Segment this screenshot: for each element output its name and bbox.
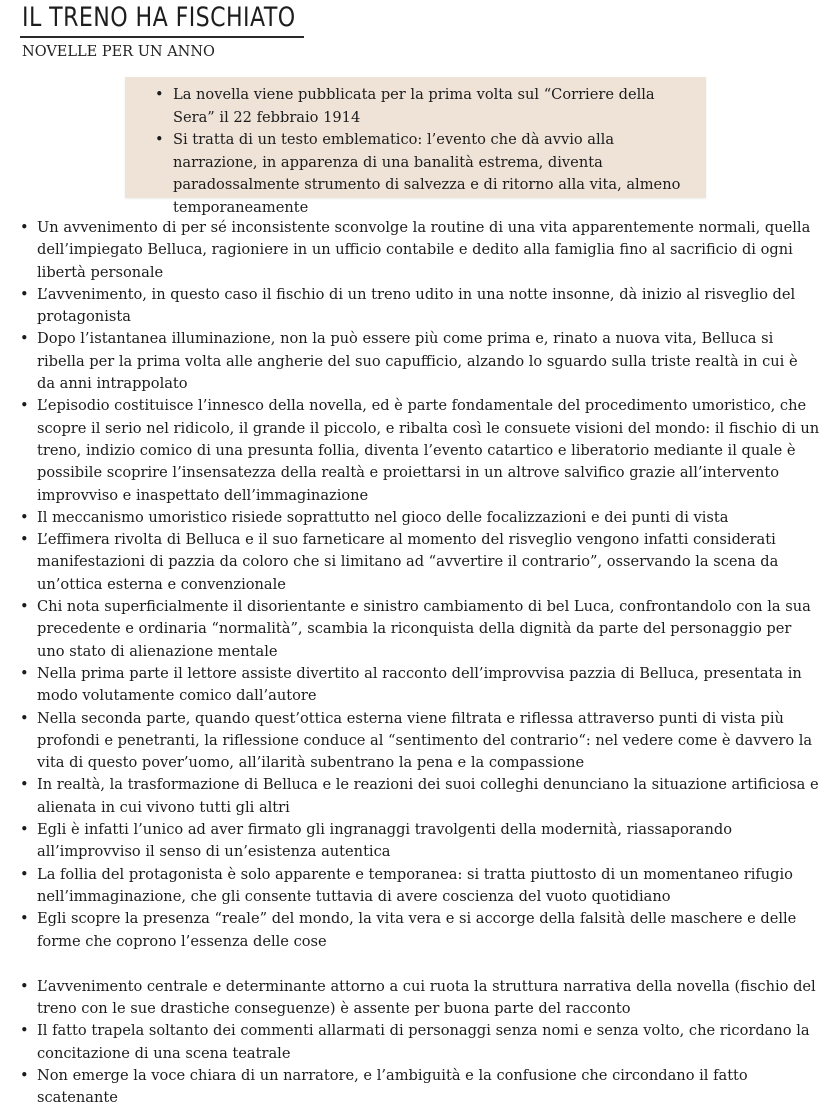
analysis-list-first [20,217,820,953]
list-item: • Egli scopre la presenza “reale” del mondo, la vita vera e si accorge della falsità delle maschere e delle forme che coprono l’essenza delle cose [20,908,820,953]
list-item: • Nella prima parte il lettore assiste divertito al racconto dell’improvvisa pazzia di Belluca, presentata in modo volutamente comico dall’autore [20,663,820,708]
list-item: • La follia del protagonista è solo apparente e temporanea: si tratta piuttosto di un momentaneo rifugio nell’immaginazione, che gli consente tuttavia di avere coscienza del vuoto quotidiano [20,864,820,909]
intro-note-box [125,77,706,216]
page-title: IL TRENO HA FISCHIATO [22,2,296,33]
intro-note-item: • La novella viene pubblicata per la prima volta sul “Corriere della Sera” il 22 febbraio 1914 [155,84,696,129]
page-subtitle: NOVELLE PER UN ANNO [22,44,215,60]
list-item: • Egli è infatti l’unico ad aver firmato gli ingranaggi travolgenti della modernità, riassaporando all’improvviso il senso di un’esistenza autentica [20,819,820,864]
list-item: • L’episodio costituisce l’innesco della novella, ed è parte fondamentale del procedimento umoristico, che scopre il serio nel ridicolo, il grande il piccolo, e ribalta così le consuete visioni del mondo: il fischio di un treno, indizio comico di una presunta follia, diventa l’evento catartico e liberatorio mediante il quale è possibile scoprire l’insensatezza della realtà e proiettarsi in un altrove salvifico grazie all’intervento improvviso e inaspettato dell’immaginazione [20,395,820,506]
intro-note-item: • Si tratta di un testo emblematico: l’evento che dà avvio alla narrazione, in apparenza di una banalità estrema, diventa paradossalmente strumento di salvezza e di ritorno alla vita, almeno temporaneamente [155,129,696,219]
list-item: • Un avvenimento di per sé inconsistente sconvolge la routine di una vita apparentemente normali, quella dell’impiegato Belluca, ragioniere in un ufficio contabile e dedito alla famiglia fino al sacrificio di ogni libertà personale [20,217,820,284]
list-item: • Il fatto trapela soltanto dei commenti allarmati di personaggi senza nomi e senza volto, che ricordano la concitazione di una scena teatrale [20,1020,820,1065]
list-item: • Non emerge la voce chiara di un narratore, e l’ambiguità e la confusione che circondano il fatto scatenante [20,1065,820,1110]
list-item: • L’effimera rivolta di Belluca e il suo farneticare al momento del risveglio vengono infatti considerati manifestazioni di pazzia da coloro che si limitano ad “avvertire il contrario”, osservando la scena da un’ottica esterna e convenzionale [20,529,820,596]
list-item: • Il meccanismo umoristico risiede soprattutto nel gioco delle focalizzazioni e dei punti di vista [20,507,820,529]
intro-note-list [155,84,696,219]
list-item: • Nella seconda parte, quando quest’ottica esterna viene filtrata e riflessa attraverso punti di vista più profondi e penetranti, la riflessione conduce al “sentimento del contrario“: nel vedere come è davvero la vita di questo pover’uomo, all’ilarità subentrano la pena e la compassione [20,708,820,775]
list-item: • L’avvenimento centrale e determinante attorno a cui ruota la struttura narrativa della novella (fischio del treno con le sue drastiche conseguenze) è assente per buona parte del racconto [20,976,820,1021]
title-underline [20,36,304,38]
analysis-bullet-list [20,217,820,1110]
list-item: • Dopo l’istantanea illuminazione, non la può essere più come prima e, rinato a nuova vita, Belluca si ribella per la prima volta alle angherie del suo capufficio, alzando lo sguardo sulla triste realtà in cui è da anni intrappolato [20,328,820,395]
list-item: • L’avvenimento, in questo caso il fischio di un treno udito in una notte insonne, dà inizio al risveglio del protagonista [20,284,820,329]
list-item: • Chi nota superficialmente il disorientante e sinistro cambiamento di bel Luca, confrontandolo con la sua precedente e ordinaria “normalità”, scambia la riconquista della dignità da parte del personaggio per uno stato di alienazione mentale [20,596,820,663]
list-item: • In realtà, la trasformazione di Belluca e le reazioni dei suoi colleghi denunciano la situazione artificiosa e alienata in cui vivono tutti gli altri [20,774,820,819]
analysis-list-second [20,976,820,1110]
